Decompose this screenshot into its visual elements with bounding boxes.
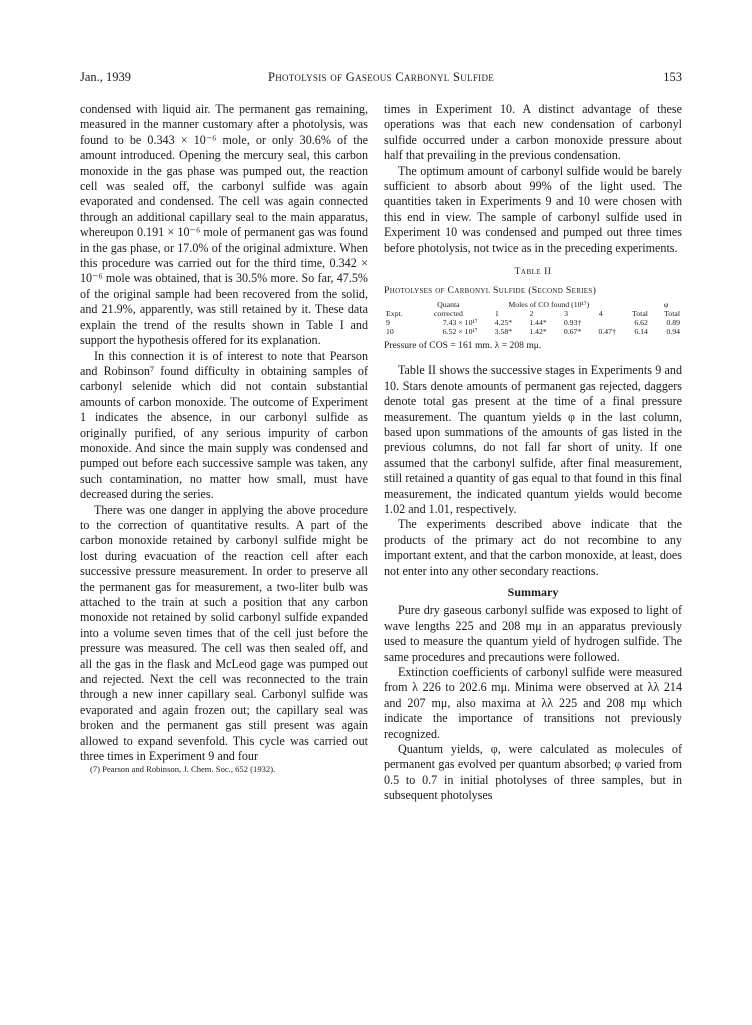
data-table: [384, 300, 682, 336]
summary-paragraph-1: Pure dry gaseous carbonyl sulfide was exposed to light of wave lengths 225 and 208 mμ in an apparatus previously used to measure the quantum yield of hydrogen sulfide. The same procedures and precautions were followed.: [384, 603, 682, 664]
table-cell: 0.94: [666, 326, 680, 336]
table-cell: [583, 318, 618, 327]
table-footer-note: Pressure of COS = 161 mm. λ = 208 mμ.: [384, 339, 542, 351]
header-title: Photolysis of Gaseous Carbonyl Sulfide: [267, 70, 495, 84]
page-header: [80, 70, 682, 88]
table-cell: 0.93†: [563, 317, 582, 327]
table-title: Table II: [514, 266, 552, 278]
right-paragraph-1: times in Experiment 10. A distinct advantage of these operations was that each new condensation of carbonyl sulfide occurred under a carbon monoxide pressure about half that prevailing in the previous condensation.: [384, 102, 682, 163]
table-header-cell: Quanta: [437, 299, 460, 309]
table-cell: 1.42*: [529, 326, 547, 336]
left-paragraph-2: In this connection it is of interest to note that Pearson and Robinson⁷ found difficulty in obtaining samples of carbonyl selenide which did not contain substantial amounts of carbon monoxide. The outcome of Experiment 1 indicates the absence, in our carbonyl sulfide as originally purified, of any serious impurity of carbon monoxide. And since the main supply was condensed and pumped out before each successive sample was taken, any such contamination, no matter how small, must have decreased during the series.: [80, 348, 368, 502]
header-date: Jan., 1939: [80, 70, 132, 84]
table-header-cell: Expt.: [386, 308, 403, 318]
right-paragraph-2: The optimum amount of carbonyl sulfide would be barely sufficient to absorb about 99% of the light used. The quantities taken in Experiments 9 and 10 were chosen with this end in view. The sample of carbonyl sulfide used in Experiment 10 was condensed and pumped out three times before photolysis, not twice as in the preceding experiments.: [384, 163, 682, 255]
page-number: 153: [663, 70, 682, 84]
table-header-cell: corrected: [433, 308, 463, 318]
table-cell: 10: [386, 326, 394, 336]
table-header-cell: 3: [564, 308, 568, 318]
footnote: (7) Pearson and Robinson, J. Chem. Soc., 652 (1932).: [90, 764, 276, 775]
table-cell: 6.62: [634, 317, 648, 327]
table-header-cell: 2: [529, 308, 534, 318]
right-paragraph-3: Table II shows the successive stages in Experiments 9 and 10. Stars denote amounts of permanent gas rejected, daggers denote total gas present at the time of a final pressure measurement. The quantum yields φ in the last column, based upon summations of the amounts of gas listed in the previous columns, do not fall far short of unity. If one assumed that the carbonyl sulfide, after final measurement, still retained a quantity of gas equal to that found in this final measurement, the indicated quantum yields would become 1.02 and 1.01, respectively.: [384, 363, 682, 516]
table-cell: 6.14: [634, 326, 648, 336]
table-header-cell: φ: [663, 299, 669, 309]
left-column: [80, 102, 368, 775]
table-header-row-2: [384, 309, 682, 318]
table-cell: 3.58*: [494, 326, 513, 336]
table-header-row-1: [384, 300, 682, 309]
summary-paragraph-2: Extinction coefficients of carbonyl sulfide were measured from λ 226 to 202.6 mμ. Minima were observed at λλ 214 and 207 mμ, also maxima at λλ 225 and 208 mμ which indicate the importance of transitions not previously recognized.: [384, 665, 682, 741]
summary-heading: Summary: [507, 584, 559, 599]
table-header-cell: Total: [664, 308, 680, 318]
table-cell: 9: [386, 317, 390, 327]
table-cell: 1.44*: [529, 317, 547, 327]
table-row: [384, 318, 682, 327]
table-header-cell: Total: [632, 308, 648, 318]
table-cell: 7.43 × 10¹⁷: [442, 317, 478, 327]
table-cell: 6.52 × 10¹⁷: [442, 326, 478, 336]
left-paragraph-1: condensed with liquid air. The permanent gas remaining, measured in the manner customary after a photolysis, was found to be 0.343 × 10⁻⁶ mole, or only 30.6% of the amount introduced. Opening the mercury seal, this carbon monoxide in the gas phase was pumped out, the reaction cell was sealed off, the carbonyl sulfide was again evaporated and condensed. The cell was again connected through an additional capillary seal to the main apparatus, whereupon 0.191 × 10⁻⁶ mole of permanent gas was found in the gas phase, or 17.0% of the original admixture. When this procedure was carried out for the third time, 0.342 × 10⁻⁶ mole was obtained, that is 30.5% more. So far, 47.5% of the original sample had been recovered from the solid, and 21.9%, apparently, was still retained by it. These data explain the trend of the results shown in Table I and support the hypothesis offered for its explanation.: [80, 102, 368, 348]
table-header-cell: 1: [494, 308, 499, 318]
table-header-cell: [618, 300, 650, 309]
table-header-cell: [384, 300, 417, 309]
right-column: [384, 102, 682, 804]
table-cell: 0.89: [666, 317, 680, 327]
table-caption: Photolyses of Carbonyl Sulfide (Second Series): [384, 285, 597, 297]
table-cell: 0.67*: [563, 326, 582, 336]
table-cell: 0.47†: [598, 326, 616, 336]
table-header-cell: 4: [598, 308, 603, 318]
table-cell: 4.25*: [494, 317, 513, 327]
summary-paragraph-3: Quantum yields, φ, were calculated as molecules of permanent gas evolved per quantum absorbed; φ varied from 0.5 to 0.7 in initial photolyses of three samples, but in subsequent photolyses: [384, 742, 682, 803]
right-paragraph-4: The experiments described above indicate that the products of the primary act do not recombine to any important extent, and that the carbon monoxide, at least, does not enter into any other secondary reactions.: [384, 517, 682, 578]
left-paragraph-3: There was one danger in applying the above procedure to the correction of quantitative results. A part of the carbon monoxide retained by carbonyl sulfide might be lost during evacuation of the reaction cell after each successive pressure measurement. In order to preserve all the permanent gas for measurement, a two-liter bulb was attached to the train at such a position that any carbon monoxide not retained by solid carbonyl sulfide expanded into a volume seven times that of the cell just before the pressure was measured. The cell was then sealed off, and all the gas in the flask and McLeod gage was pumped out and rejected. Next the cell was reconnected to the train through a new inner capillary seal. Carbonyl sulfide was evaporated and again frozen out; the capillary seal was broken and the permanent gas still present was again allowed to expand sevenfold. This cycle was carried out three times in Experiment 9 and four: [80, 502, 368, 764]
table-header-cell: Moles of CO found (10¹⁷): [508, 299, 590, 309]
table-row: [384, 327, 682, 336]
